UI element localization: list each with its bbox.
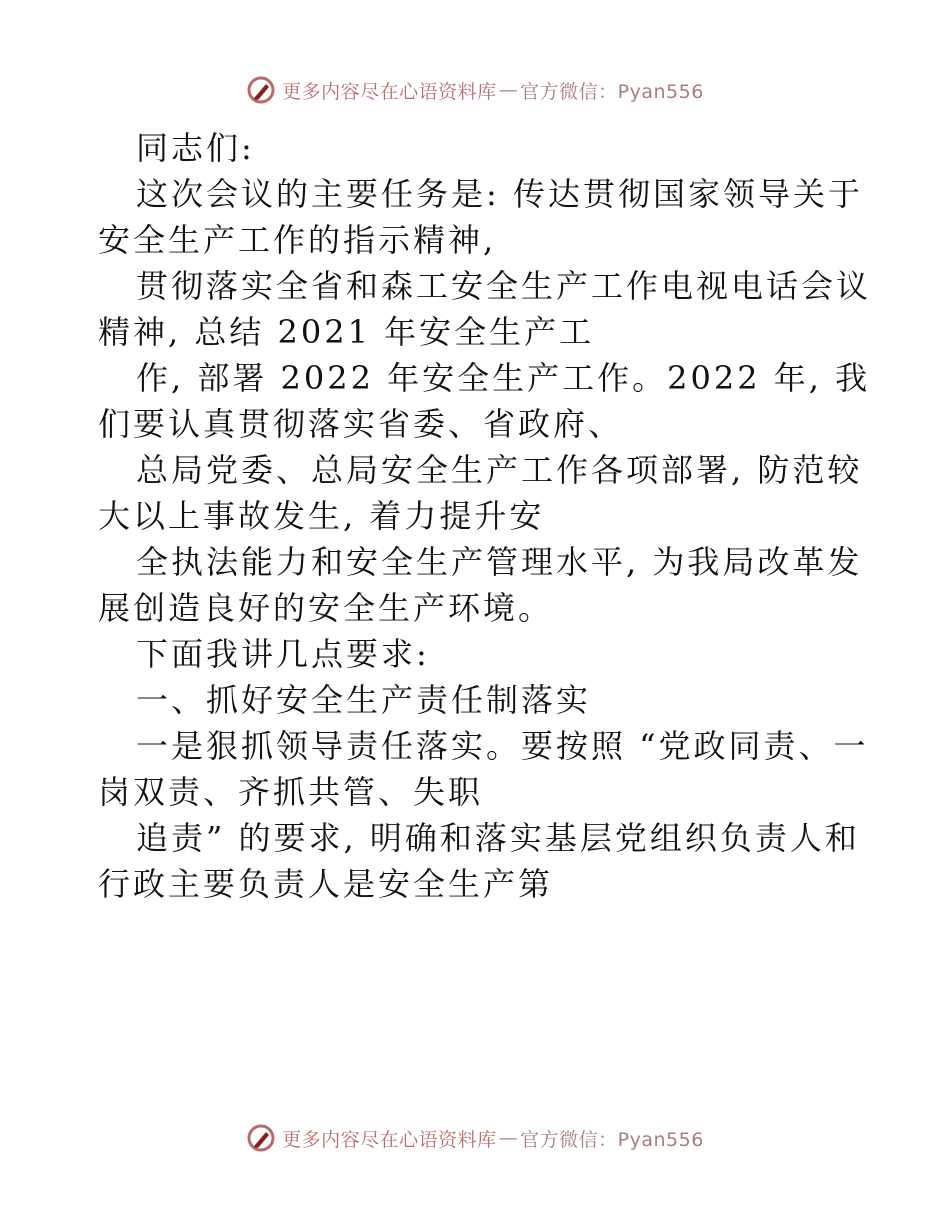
paragraph-line: 展创造良好的安全生产环境。 (98, 589, 554, 627)
paragraph-line: 岗双责、齐抓共管、失职 (98, 773, 484, 811)
paragraph-line: 作, 部署 2022 年安全生产工作。2022 年, 我 (136, 359, 871, 397)
paragraph-line: 一是狠抓领导责任落实。要按照 “党政同责、一 (136, 727, 869, 765)
paragraph-line: 行政主要负责人是安全生产第 (98, 865, 554, 903)
paragraph-line: 这次会议的主要任务是: 传达贯彻国家领导关于 (136, 175, 863, 213)
paragraph-line: 大以上事故发生, 着力提升安 (98, 497, 545, 535)
watermark-wechat: 官方微信：Pyan556 (520, 1128, 704, 1151)
paragraph-line: 总局党委、总局安全生产工作各项部署, 防范较 (136, 451, 863, 489)
paragraph-line: 安全生产工作的指示精神, (98, 221, 497, 259)
paragraph-line: 精神, 总结 2021 年安全生产工 (98, 313, 595, 351)
watermark-text: 更多内容尽在心语资料库 (282, 1128, 497, 1151)
paragraph-line: 同志们: (136, 129, 255, 167)
watermark-wechat: 官方微信：Pyan556 (520, 80, 704, 103)
pen-logo-icon (246, 75, 276, 105)
watermark-dash: — (498, 1127, 519, 1149)
pen-logo-icon (246, 1123, 276, 1153)
footer-watermark (0, 1118, 950, 1158)
paragraph-line: 全执法能力和安全生产管理水平, 为我局改革发 (136, 543, 863, 581)
document-body (98, 125, 872, 907)
watermark-text: 更多内容尽在心语资料库 (282, 80, 497, 103)
paragraph-line: 们要认真贯彻落实省委、省政府、 (98, 405, 624, 443)
paragraph-line: 下面我讲几点要求: (136, 635, 430, 673)
section-heading: 一、抓好安全生产责任制落实 (136, 681, 592, 719)
paragraph-line: 贯彻落实全省和森工安全生产工作电视电话会议 (136, 267, 872, 305)
header-watermark (0, 70, 950, 110)
paragraph-line: 追责” 的要求, 明确和落实基层党组织负责人和 (136, 819, 860, 857)
watermark-dash: — (498, 79, 519, 101)
